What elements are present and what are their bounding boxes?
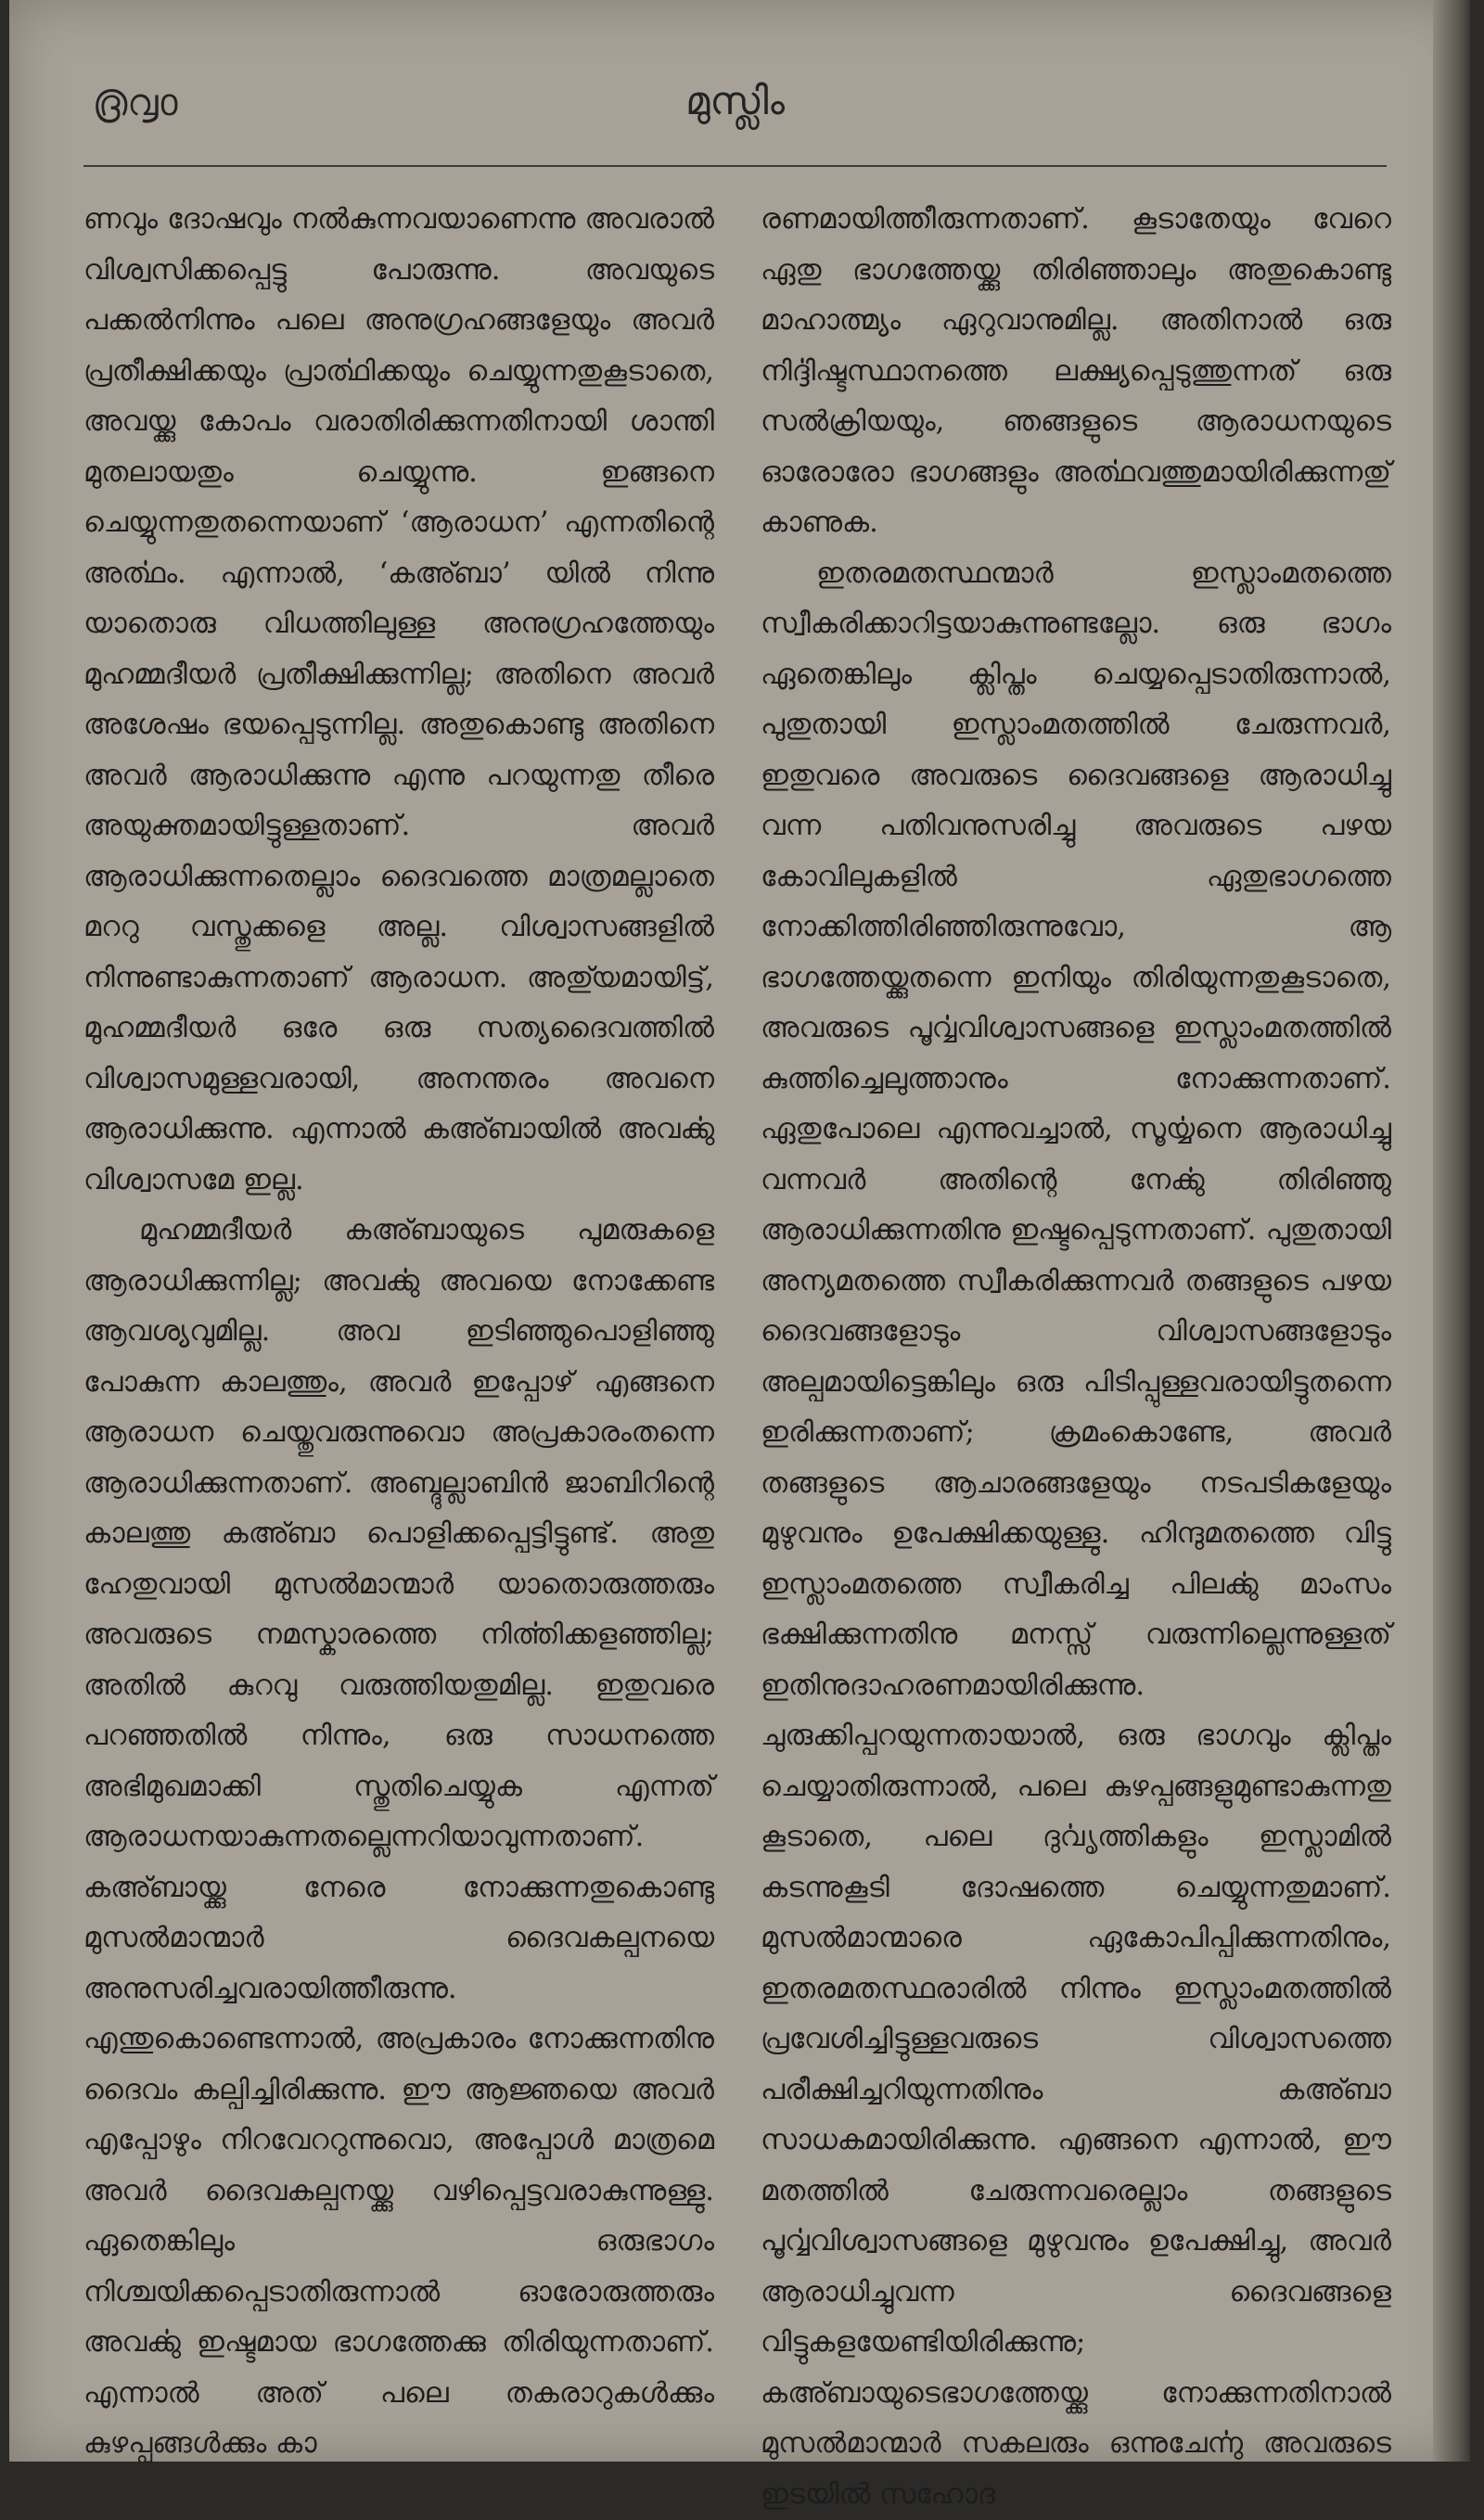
paragraph: ണവും ദോഷവും നൽകുന്നവയാണെന്നു അവരാൽ വിശ്വസിക്കപ്പെട്ടു പോരുന്നു. അവയുടെ പക്കൽനിന്നും പലെ അനുഗ്രഹങ്ങളേയും അവർ പ്രതീക്ഷിക്കയും പ്രാൎത്ഥിക്കയും ചെയ്യുന്നതുകൂടാതെ, അവയ്ക്കു കോപം വരാതിരിക്കുന്നതിനായി ശാന്തി മുതലായതും ചെയ്യുന്നു. ഇങ്ങനെ ചെയ്യുന്നതുതന്നെയാണ് ‘ആരാധന’ എന്നതിന്റെ അൎത്ഥം. എന്നാൽ, ‘കഅ്ബാ’ യിൽ നിന്നു യാതൊരു വിധത്തിലുള്ള അനുഗ്രഹത്തേയും മുഹമ്മദീയർ പ്രതീക്ഷിക്കുന്നില്ല; അതിനെ അവർ അശേഷം ഭയപ്പെടുന്നില്ല. അതുകൊണ്ടു അതിനെ അവർ ആരാധിക്കുന്നു എന്നു പറയുന്നതു തീരെ അയുക്തമായിട്ടുള്ളതാണ്. അവർ ആരാധിക്കുന്നതെല്ലാം ദൈവത്തെ മാത്രമല്ലാതെ മററു വസ്തുക്കളെ അല്ല. വിശ്വാസങ്ങളിൽ നിന്നുണ്ടാകുന്നതാണ് ആരാധന. അതു്യമായിട്ട്, മുഹമ്മദീയർ ഒരേ ഒരു സത്യദൈവത്തിൽ വിശ്വാസമുള്ളവരായി, അനന്തരം അവനെ ആരാധിക്കുന്നു. എന്നാൽ കഅ്ബായിൽ അവൎക്കു വിശ്വാസമേ ഇല്ല. (83, 195, 714, 1206)
page-number: ൫൮൦ (93, 82, 177, 124)
left-column (83, 195, 714, 2470)
paragraph: രണമായിത്തീരുന്നതാണ്. കൂടാതേയും വേറെ ഏതു ഭാഗത്തേയ്ക്കു തിരിഞ്ഞാലും അതുകൊണ്ടു മാഹാത്മ്യം ഏറുവാനുമില്ല. അതിനാൽ ഒരു നിൎദ്ദിഷ്ടസ്ഥാനത്തെ ലക്ഷ്യപ്പെടുത്തുന്നത് ഒരു സൽക്രിയയും, ഞങ്ങളുടെ ആരാധനയുടെ ഓരോരോ ഭാഗങ്ങളും അൎത്ഥവത്തുമായിരിക്കുന്നതു് കാണുക. (761, 195, 1391, 549)
running-title: മുസ്ലിം (83, 78, 1387, 124)
page-header (83, 74, 1387, 139)
page-edge-shadow (1433, 0, 1470, 2462)
paragraph: ഇതരമതസ്ഥന്മാർ ഇസ്ലാംമതത്തെ സ്വീകരിക്കാറിട്ടയാകുന്നുണ്ടല്ലോ. ഒരു ഭാഗം ഏതെങ്കിലും ക്ലിപ്തം ചെയ്യപ്പെടാതിരുന്നാൽ, പുതുതായി ഇസ്ലാംമതത്തിൽ ചേരുന്നവർ, ഇതുവരെ അവരുടെ ദൈവങ്ങളെ ആരാധിച്ചു വന്ന പതിവനുസരിച്ചു അവരുടെ പഴയ കോവിലുകളിൽ ഏതുഭാഗത്തെ നോക്കിത്തിരിഞ്ഞിരുന്നുവോ, ആ ഭാഗത്തേയ്ക്കുതന്നെ ഇനിയും തിരിയുന്നതുകൂടാതെ, അവരുടെ പൂൎവ്വവിശ്വാസങ്ങളെ ഇസ്ലാംമതത്തിൽ കുത്തിച്ചെലുത്താനും നോക്കുന്നതാണ്. ഏതുപോലെ എന്നുവച്ചാൽ, സൂൎയ്യനെ ആരാധിച്ചു വന്നവർ അതിന്റെ നേൎക്കു തിരിഞ്ഞു ആരാധിക്കുന്നതിനു ഇഷ്ടപ്പെടുന്നതാണ്. പുതുതായി അന്യമതത്തെ സ്വീകരിക്കുന്നവർ തങ്ങളുടെ പഴയ ദൈവങ്ങളോടും വിശ്വാസങ്ങളോടും അല്പമായിട്ടെങ്കിലും ഒരു പിടിപ്പുള്ളവരായിട്ടുതന്നെ ഇരിക്കുന്നതാണ്; ക്രമംകൊണ്ടേ, അവർ തങ്ങളുടെ ആചാരങ്ങളേയും നടപടികളേയും മുഴുവനും ഉപേക്ഷിക്കയുള്ളു. ഹിന്ദുമതത്തെ വിട്ടു ഇസ്ലാംമതത്തെ സ്വീകരിച്ച പിലൎക്കു മാംസം ഭക്ഷിക്കുന്നതിനു മനസ്സ് വരുന്നില്ലെന്നുള്ളത് ഇതിനുദാഹരണമായിരിക്കുന്നു. ചുരുക്കിപ്പറയുന്നതായാൽ, ഒരു ഭാഗവും ക്ലിപ്തം ചെയ്യാതിരുന്നാൽ, പലെ കുഴപ്പങ്ങളുമുണ്ടാകുന്നതു കൂടാതെ, പലെ ദുൎവൃത്തികളും ഇസ്ലാമിൽ കടന്നുകൂടി ദോഷത്തെ ചെയ്യുന്നതുമാണ്. മുസൽമാന്മാരെ ഏകോപിപ്പിക്കുന്നതിനും, ഇതരമതസ്ഥരാരിൽ നിന്നും ഇസ്ലാംമതത്തിൽ പ്രവേശിച്ചിട്ടുള്ളവരുടെ വിശ്വാസത്തെ പരീക്ഷിച്ചറിയുന്നതിനും കഅ്ബാ സാധകമായിരിക്കുന്നു. എങ്ങനെ എന്നാൽ, ഈ മതത്തിൽ ചേരുന്നവരെല്ലാം തങ്ങളുടെ പൂൎവ്വവിശ്വാസങ്ങളെ മുഴുവനും ഉപേക്ഷിച്ചു, അവർ ആരാധിച്ചുവന്ന ദൈവങ്ങളെ വിട്ടുകളയേണ്ടിയിരിക്കുന്നു; കഅ്ബായുടെഭാഗത്തേയ്ക്കു നോക്കുന്നതിനാൽ മുസൽമാന്മാർ സകലരും ഒന്നുചേൎന്നു അവരുടെ ഇടയിൽ സഹോദ (761, 549, 1391, 2520)
right-column (761, 195, 1391, 2520)
paragraph: മുഹമ്മദീയർ കഅ്ബായുടെ പുമരുകളെ ആരാധിക്കുന്നില്ല; അവൎക്കു അവയെ നോക്കേണ്ട ആവശ്യവുമില്ല. അവ ഇടിഞ്ഞുപൊളിഞ്ഞു പോകുന്ന കാലത്തും, അവർ ഇപ്പോഴ് എങ്ങനെ ആരാധന ചെയ്തുവരുന്നുവൊ അപ്രകാരംതന്നെ ആരാധിക്കുന്നതാണ്. അബ്ദുല്ലാബിൻ ജാബിറിന്റെ കാലത്തു കഅ്ബാ പൊളിക്കപ്പെട്ടിട്ടുണ്ട്. അതു ഹേതുവായി മുസൽമാന്മാർ യാതൊരുത്തരും അവരുടെ നമസ്കാരത്തെ നിൎത്തിക്കളഞ്ഞില്ല; അതിൽ കുറവു വരുത്തിയതുമില്ല. ഇതുവരെ പറഞ്ഞതിൽ നിന്നും, ഒരു സാധനത്തെ അഭിമുഖമാക്കി സ്തുതിചെയ്യുക എന്നത് ആരാധനയാകുന്നതല്ലെന്നറിയാവുന്നതാണ്. കഅ്ബായ്ക്കു നേരെ നോക്കുന്നതുകൊണ്ടു മുസൽമാന്മാർ ദൈവകല്പനയെ അനുസരിച്ചവരായിത്തീരുന്നു. എന്തുകൊണ്ടെന്നാൽ, അപ്രകാരം നോക്കുന്നതിനു ദൈവം കല്പിച്ചിരിക്കുന്നു. ഈ ആജ്ഞയെ അവർ എപ്പോഴും നിറവേററുന്നുവൊ, അപ്പോൾ മാത്രമെ അവർ ദൈവകല്പനയ്ക്കു വഴിപ്പെട്ടവരാകുന്നുള്ളു. ഏതെങ്കിലും ഒരുഭാഗം നിശ്ചയിക്കപ്പെടാതിരുന്നാൽ ഓരോരുത്തരും അവൎക്കു ഇഷ്ടമായ ഭാഗത്തേക്കു തിരിയുന്നതാണ്. എന്നാൽ അത് പലെ തകരാറുകൾക്കും കുഴപ്പങ്ങൾക്കും കാ (83, 1206, 714, 2470)
header-rule (83, 165, 1387, 167)
book-page (9, 0, 1470, 2462)
